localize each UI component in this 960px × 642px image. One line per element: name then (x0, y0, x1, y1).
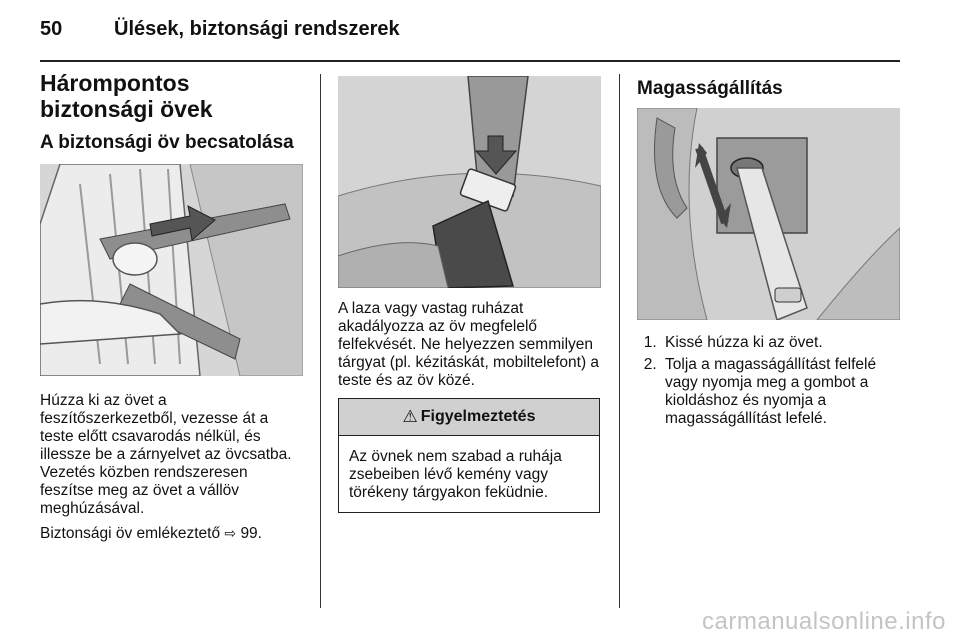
page-header (40, 18, 400, 41)
column-2 (338, 76, 602, 513)
instruction-paragraph: Húzza ki az övet a feszítőszerkezetből, vezesse át a teste előtt csavarodás nélkül, és illessze be a zárnyelvet az övcsatba. Vezetés közben rendszeresen feszítse meg az övet a vállöv meghúzásával. (40, 392, 292, 517)
reminder-page-link[interactable]: 99. (240, 525, 262, 542)
warning-header (339, 399, 599, 436)
step-item: 1. Kissé húzza ki az övet. (661, 334, 902, 352)
figure-buckle (338, 76, 601, 288)
clothing-paragraph: A laza vagy vastag ruházat akadályozza az öv megfelelő felfekvését. Ne helyezzen semmilyen tárgyat (pl. kézitáskát, mobiltelefont) a teste és az öv közé. (338, 300, 600, 389)
reference-arrow-icon: ⇨ (224, 525, 237, 541)
header-rule (40, 60, 900, 62)
step-item: 2. Tolja a magasságállítást felfelé vagy nyomja meg a gombot a kioldáshoz és nyomja a magasságállítást lefelé. (661, 356, 902, 428)
watermark: carmanualsonline.info (702, 608, 946, 635)
section-heading: Hárompontos biztonsági övek (40, 70, 213, 122)
height-adjuster-illustration (637, 108, 900, 320)
warning-triangle-icon: ⚠ (402, 407, 418, 426)
subsection-heading: A biztonsági öv becsatolása (40, 132, 294, 153)
column-1 (40, 70, 305, 543)
belt-fastening-illustration (40, 164, 303, 376)
column-separator-2 (619, 74, 620, 608)
warning-body: Az övnek nem szabad a ruhája zsebeiben lévő kemény vagy törékeny tárgyakon feküdnie. (349, 448, 562, 501)
steps-list (637, 334, 902, 428)
column-separator-1 (320, 74, 321, 608)
chapter-title: Ülések, biztonsági rendszerek (114, 18, 400, 40)
buckle-illustration (338, 76, 601, 288)
column-3 (637, 78, 902, 432)
reminder-reference (40, 524, 305, 543)
figure-fastening-belt (40, 164, 303, 376)
figure-height-adjust (637, 108, 900, 320)
warning-title: Figyelmeztetés (420, 408, 536, 425)
page-number: 50 (40, 18, 63, 40)
warning-box (338, 398, 600, 513)
height-adjust-heading: Magasságállítás (637, 78, 783, 99)
reminder-text: Biztonsági öv emlékeztető (40, 525, 221, 542)
